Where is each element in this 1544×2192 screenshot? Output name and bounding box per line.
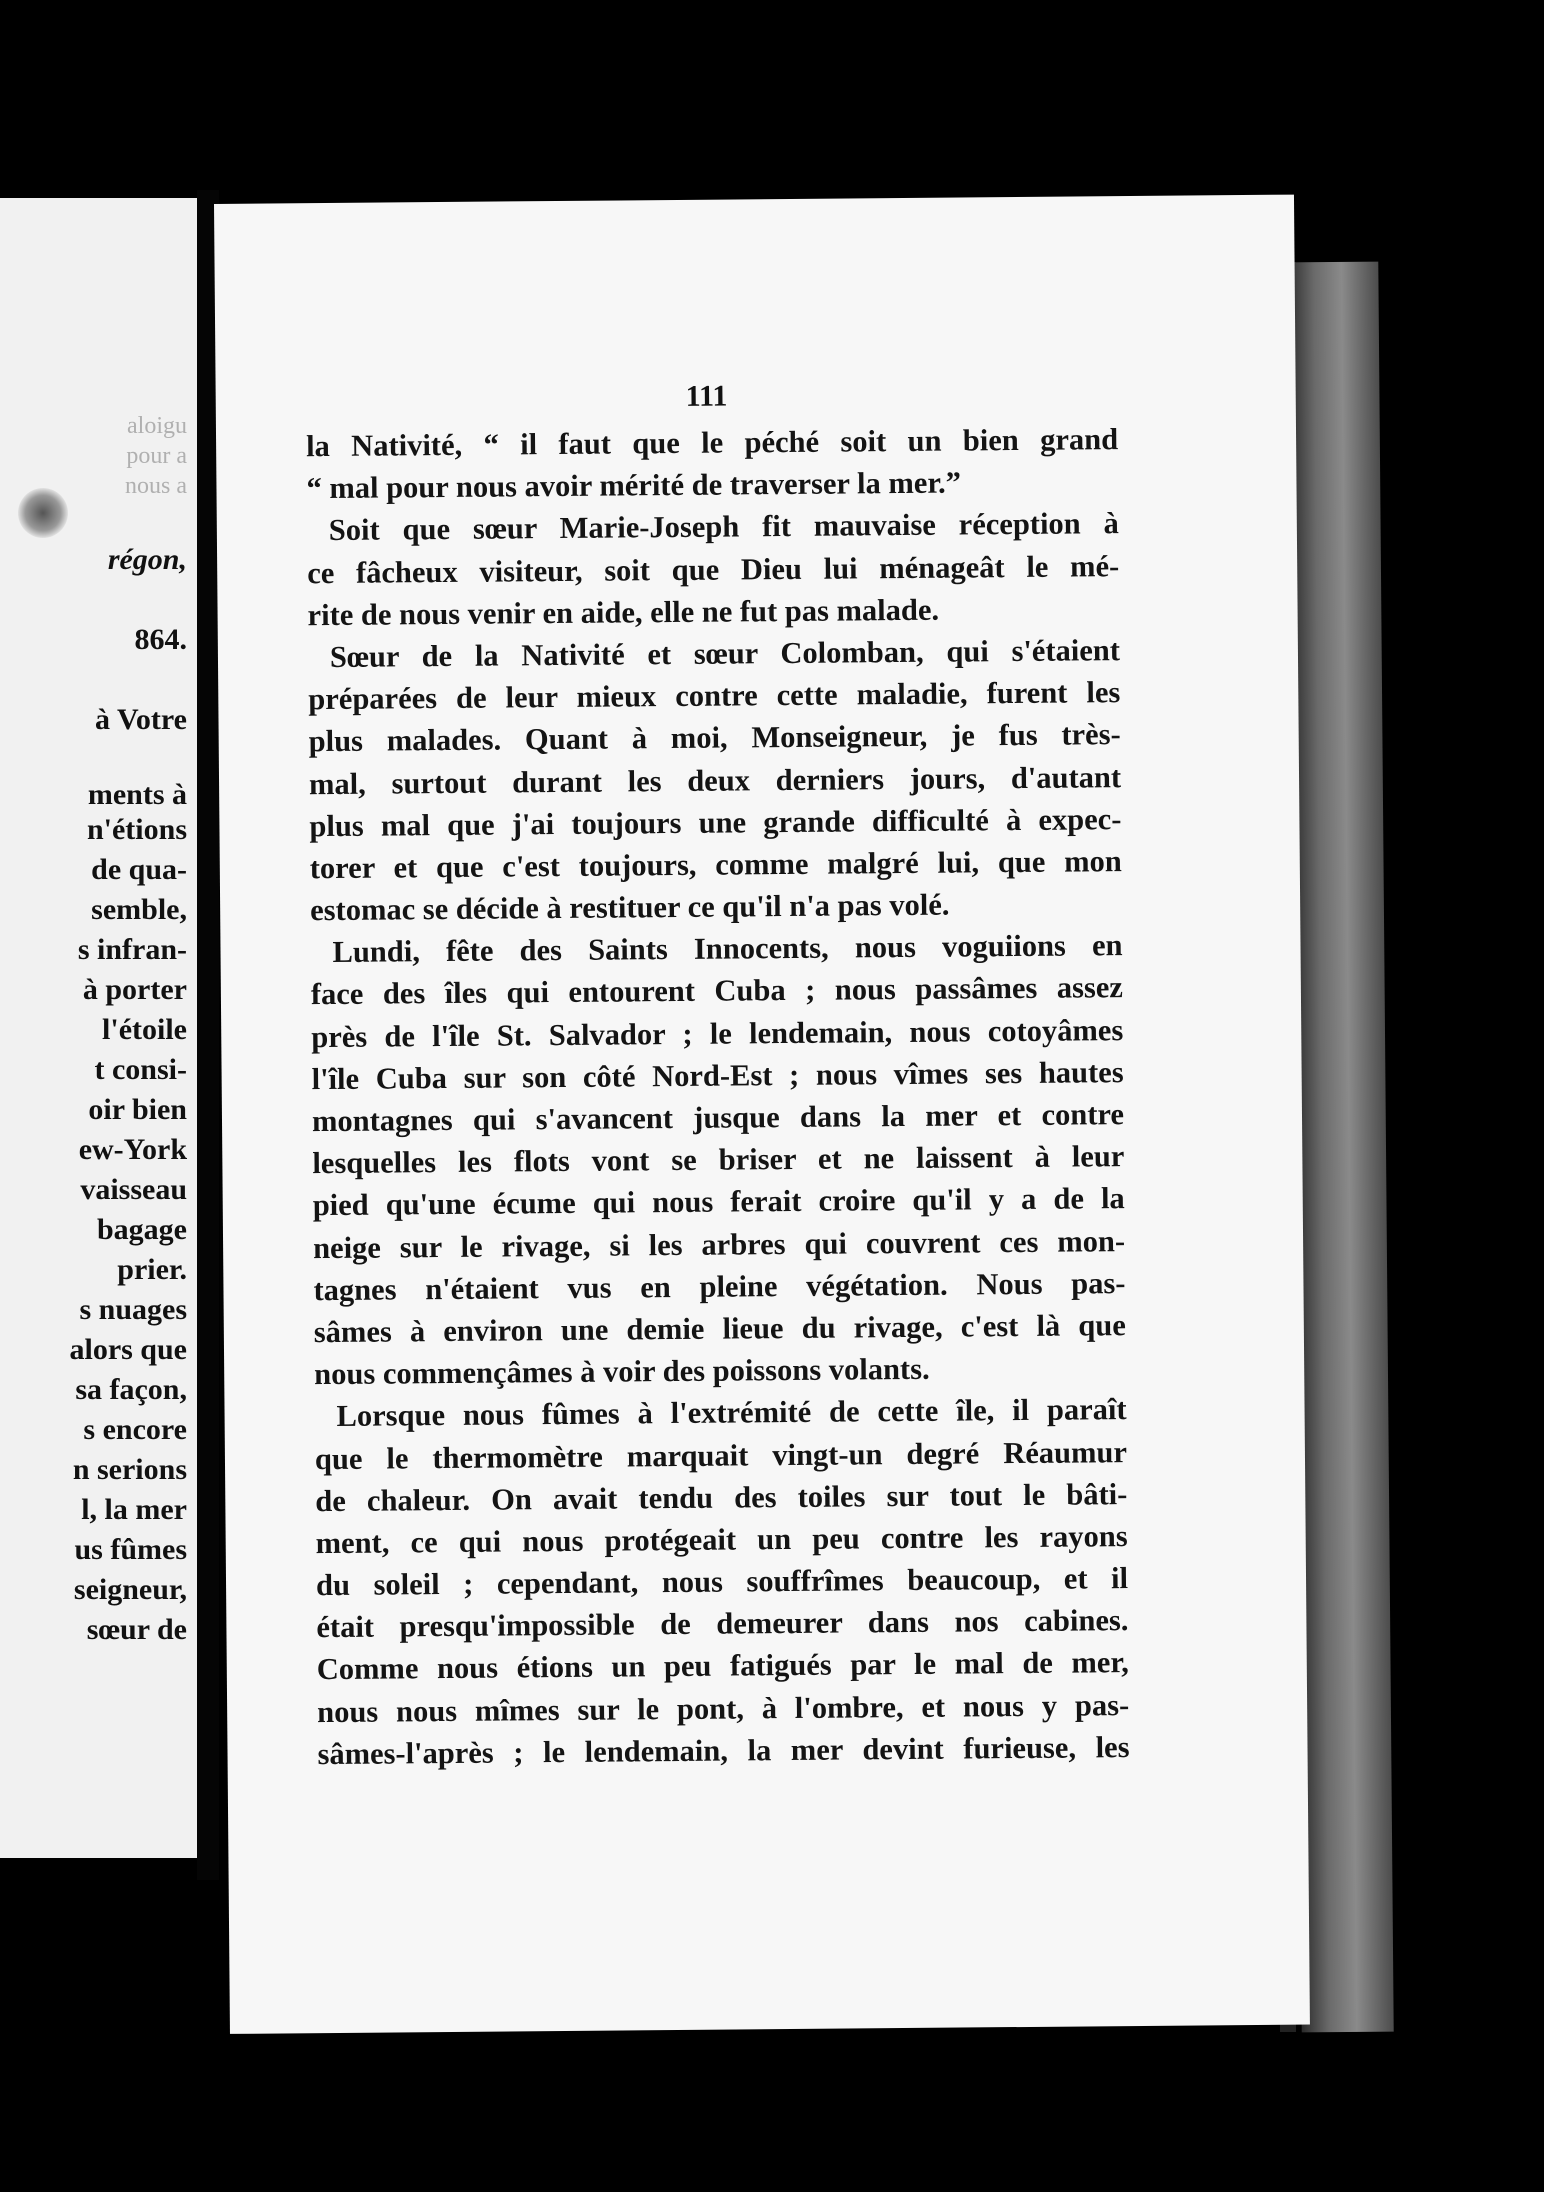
text-line: la Nativité, “ il faut que le péché soit un bien grand xyxy=(305,422,1119,464)
text-line: préparées de leur mieux contre cette maladie, furent les xyxy=(308,675,1121,717)
left-page-line: s encore xyxy=(83,1413,187,1446)
page-body-text xyxy=(306,418,1130,1775)
left-page-line: à porter xyxy=(82,973,187,1006)
page-number: 111 xyxy=(685,379,728,413)
left-page-line: s nuages xyxy=(79,1293,187,1326)
text-line: nous commençâmes à voir des poissons volants. xyxy=(314,1351,930,1392)
left-page-line: sa façon, xyxy=(75,1373,187,1406)
text-line: Comme nous étions un peu fatigués par le mal de mer, xyxy=(316,1645,1129,1687)
text-line: Sœur de la Nativité et sœur Colomban, qui s'étaient xyxy=(329,633,1121,674)
right-page xyxy=(214,195,1310,2034)
left-page-line: s infran- xyxy=(77,933,187,966)
left-page-line: n serions xyxy=(72,1453,187,1486)
text-line: ment, ce qui nous protégeait un peu contre les rayons xyxy=(315,1518,1128,1561)
text-line: plus mal que j'ai toujours une grande difficulté à expec- xyxy=(309,801,1122,843)
text-line: du soleil ; cependant, nous souffrîmes beaucoup, et il xyxy=(315,1561,1129,1603)
text-line: Lorsque nous fûmes à l'extrémité de cette île, il paraît xyxy=(336,1392,1127,1434)
left-page-line: t consi- xyxy=(94,1053,187,1086)
text-line: torer et que c'est toujours, comme malgré lui, que mon xyxy=(309,843,1122,886)
text-line: estomac se décide à restituer ce qu'il n'a pas volé. xyxy=(310,887,950,928)
text-line: près de l'île St. Salvador ; le lendemain, nous cotoyâmes xyxy=(311,1012,1124,1054)
left-page-line: l, la mer xyxy=(81,1493,187,1526)
left-page-line: régon, xyxy=(107,543,187,576)
text-line: tagnes n'étaient vus en pleine végétation. Nous pas- xyxy=(313,1265,1126,1307)
left-page-line: alors que xyxy=(69,1333,187,1366)
left-page-line: ments à xyxy=(87,778,187,811)
left-page-line: l'étoile xyxy=(102,1013,187,1046)
text-line: Soit que sœur Marie-Joseph fit mauvaise réception à xyxy=(328,506,1119,548)
left-page-line: ew-York xyxy=(78,1133,187,1166)
left-page-line: oir bien xyxy=(88,1093,187,1126)
left-page-line: bagage xyxy=(97,1213,187,1246)
text-line: nous nous mîmes sur le pont, à l'ombre, et nous y pas- xyxy=(317,1687,1130,1729)
text-line: rite de nous venir en aide, elle ne fut pas malade. xyxy=(307,592,940,632)
text-line: de chaleur. On avait tendu des toiles sur tout le bâti- xyxy=(315,1476,1128,1518)
left-page-line: semble, xyxy=(91,893,187,926)
left-page-line: de qua- xyxy=(91,853,187,886)
text-line: sâmes à environ une demie lieue du rivage, c'est là que xyxy=(313,1308,1126,1350)
text-line: que le thermomètre marquait vingt-un degré Réaumur xyxy=(314,1434,1128,1476)
text-line: l'île Cuba sur son côté Nord-Est ; nous vîmes ses hautes xyxy=(311,1054,1124,1096)
text-line: plus malades. Quant à moi, Monseigneur, je fus très- xyxy=(308,717,1121,759)
text-line: sâmes-l'après ; le lendemain, la mer devint furieuse, les xyxy=(317,1729,1130,1771)
text-line: “ mal pour nous avoir mérité de traverser la mer.” xyxy=(306,465,962,506)
left-page-line: n'étions xyxy=(86,813,187,846)
left-page-line: seigneur, xyxy=(73,1573,187,1606)
text-line: montagnes qui s'avancent jusque dans la mer et contre xyxy=(311,1097,1125,1139)
text-line: Lundi, fête des Saints Innocents, nous voguiions en xyxy=(332,928,1123,970)
text-line: neige sur le rivage, si les arbres qui couvrent ces mon- xyxy=(312,1223,1126,1265)
left-page-line: pour a xyxy=(126,443,187,469)
left-page-line: à Votre xyxy=(95,703,187,736)
left-page-line: us fûmes xyxy=(74,1533,187,1566)
text-line: lesquelles les flots vont se briser et ne laissent à leur xyxy=(312,1139,1125,1181)
left-page-line: vaisseau xyxy=(80,1173,187,1206)
left-facing-page xyxy=(0,198,197,1858)
ink-blot xyxy=(18,488,68,538)
text-line: pied qu'une écume qui nous ferait croire qu'il y a de la xyxy=(312,1181,1125,1223)
left-page-line: 864. xyxy=(134,623,187,656)
left-page-line: sœur de xyxy=(86,1613,187,1646)
left-page-line: prier. xyxy=(117,1253,187,1286)
text-line: ce fâcheux visiteur, soit que Dieu lui ménageât le mé- xyxy=(307,548,1120,590)
left-page-line: nous a xyxy=(125,473,187,499)
text-line: face des îles qui entourent Cuba ; nous passâmes assez xyxy=(310,970,1124,1012)
text-line: mal, surtout durant les deux derniers jours, d'autant xyxy=(308,759,1122,801)
text-line: était presqu'impossible de demeurer dans nos cabines. xyxy=(316,1603,1129,1645)
left-page-line: aloigu xyxy=(127,413,187,439)
